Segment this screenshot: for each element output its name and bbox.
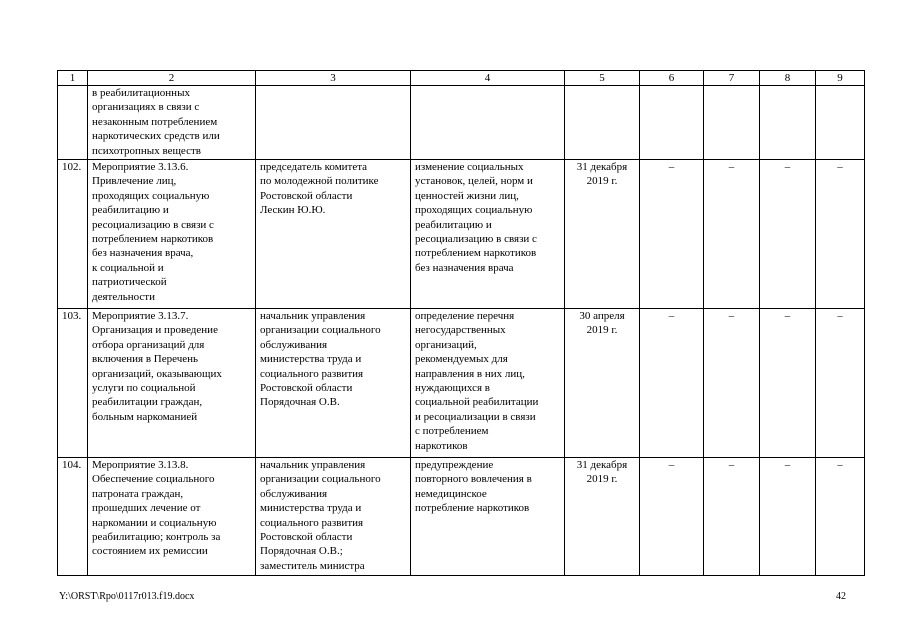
column-header: 2 — [88, 71, 256, 86]
value-cell: – — [816, 458, 865, 576]
date-cell: 30 апреля 2019 г. — [565, 309, 640, 458]
row-number: 103. — [58, 309, 88, 458]
responsible-cell: начальник управления организации социального обслуживания министерства труда и социального развития Ростовской области Порядочная О.В.; заместитель министра — [256, 458, 411, 576]
measure-cell: Мероприятие 3.13.7. Организация и проведение отбора организаций для включения в Перечень организаций, оказывающих услуги по социальной реабилитации граждан, больным наркоманией — [88, 309, 256, 458]
value-cell — [816, 86, 865, 160]
row-number: 102. — [58, 160, 88, 309]
column-header: 5 — [565, 71, 640, 86]
value-cell — [640, 86, 704, 160]
row-number: 104. — [58, 458, 88, 576]
value-cell: – — [816, 160, 865, 309]
value-cell: – — [640, 309, 704, 458]
table-row — [58, 309, 865, 458]
value-cell — [704, 86, 760, 160]
value-cell: – — [704, 160, 760, 309]
result-cell: предупреждение повторного вовлечения в немедицинское потребление наркотиков — [411, 458, 565, 576]
measure-cell: в реабилитационных организациях в связи с незаконным потреблением наркотических средств или психотропных веществ — [88, 86, 256, 160]
column-header: 3 — [256, 71, 411, 86]
value-cell: – — [704, 458, 760, 576]
measure-cell: Мероприятие 3.13.8. Обеспечение социального патроната граждан, прошедших лечение от наркомании и социальную реабилитацию; контроль за состоянием их ремиссии — [88, 458, 256, 576]
column-header: 7 — [704, 71, 760, 86]
date-cell — [565, 86, 640, 160]
measures-table — [57, 70, 865, 576]
value-cell: – — [704, 309, 760, 458]
responsible-cell — [256, 86, 411, 160]
value-cell: – — [760, 309, 816, 458]
value-cell: – — [640, 458, 704, 576]
value-cell — [760, 86, 816, 160]
result-cell: определение перечня негосударственных организаций, рекомендуемых для направления в них лиц, нуждающихся в социальной реабилитации и ресоциализации в связи с потреблением наркотиков — [411, 309, 565, 458]
responsible-cell: председатель комитета по молодежной политике Ростовской области Лескин Ю.Ю. — [256, 160, 411, 309]
value-cell: – — [816, 309, 865, 458]
num-cell — [58, 86, 88, 160]
date-cell: 31 декабря 2019 г. — [565, 160, 640, 309]
date-cell: 31 декабря 2019 г. — [565, 458, 640, 576]
column-header: 1 — [58, 71, 88, 86]
column-header: 4 — [411, 71, 565, 86]
footer-file-path: Y:\ORST\Rpo\0117r013.f19.docx — [59, 591, 195, 602]
value-cell: – — [640, 160, 704, 309]
column-header: 9 — [816, 71, 865, 86]
measure-cell: Мероприятие 3.13.6. Привлечение лиц, проходящих социальную реабилитацию и ресоциализацию в связи с потреблением наркотиков без назначения врача, к социальной и патриотической деятельности — [88, 160, 256, 309]
value-cell: – — [760, 160, 816, 309]
result-cell — [411, 86, 565, 160]
column-header: 8 — [760, 71, 816, 86]
table-row — [58, 458, 865, 576]
column-header: 6 — [640, 71, 704, 86]
result-cell: изменение социальных установок, целей, норм и ценностей жизни лиц, проходящих социальную реабилитацию и ресоциализацию в связи с потреблением наркотиков без назначения врача — [411, 160, 565, 309]
value-cell: – — [760, 458, 816, 576]
page-number: 42 — [836, 591, 846, 602]
table-row-continuation — [58, 86, 865, 160]
responsible-cell: начальник управления организации социального обслуживания министерства труда и социального развития Ростовской области Порядочная О.В. — [256, 309, 411, 458]
column-number-row — [58, 71, 865, 86]
table-row — [58, 160, 865, 309]
